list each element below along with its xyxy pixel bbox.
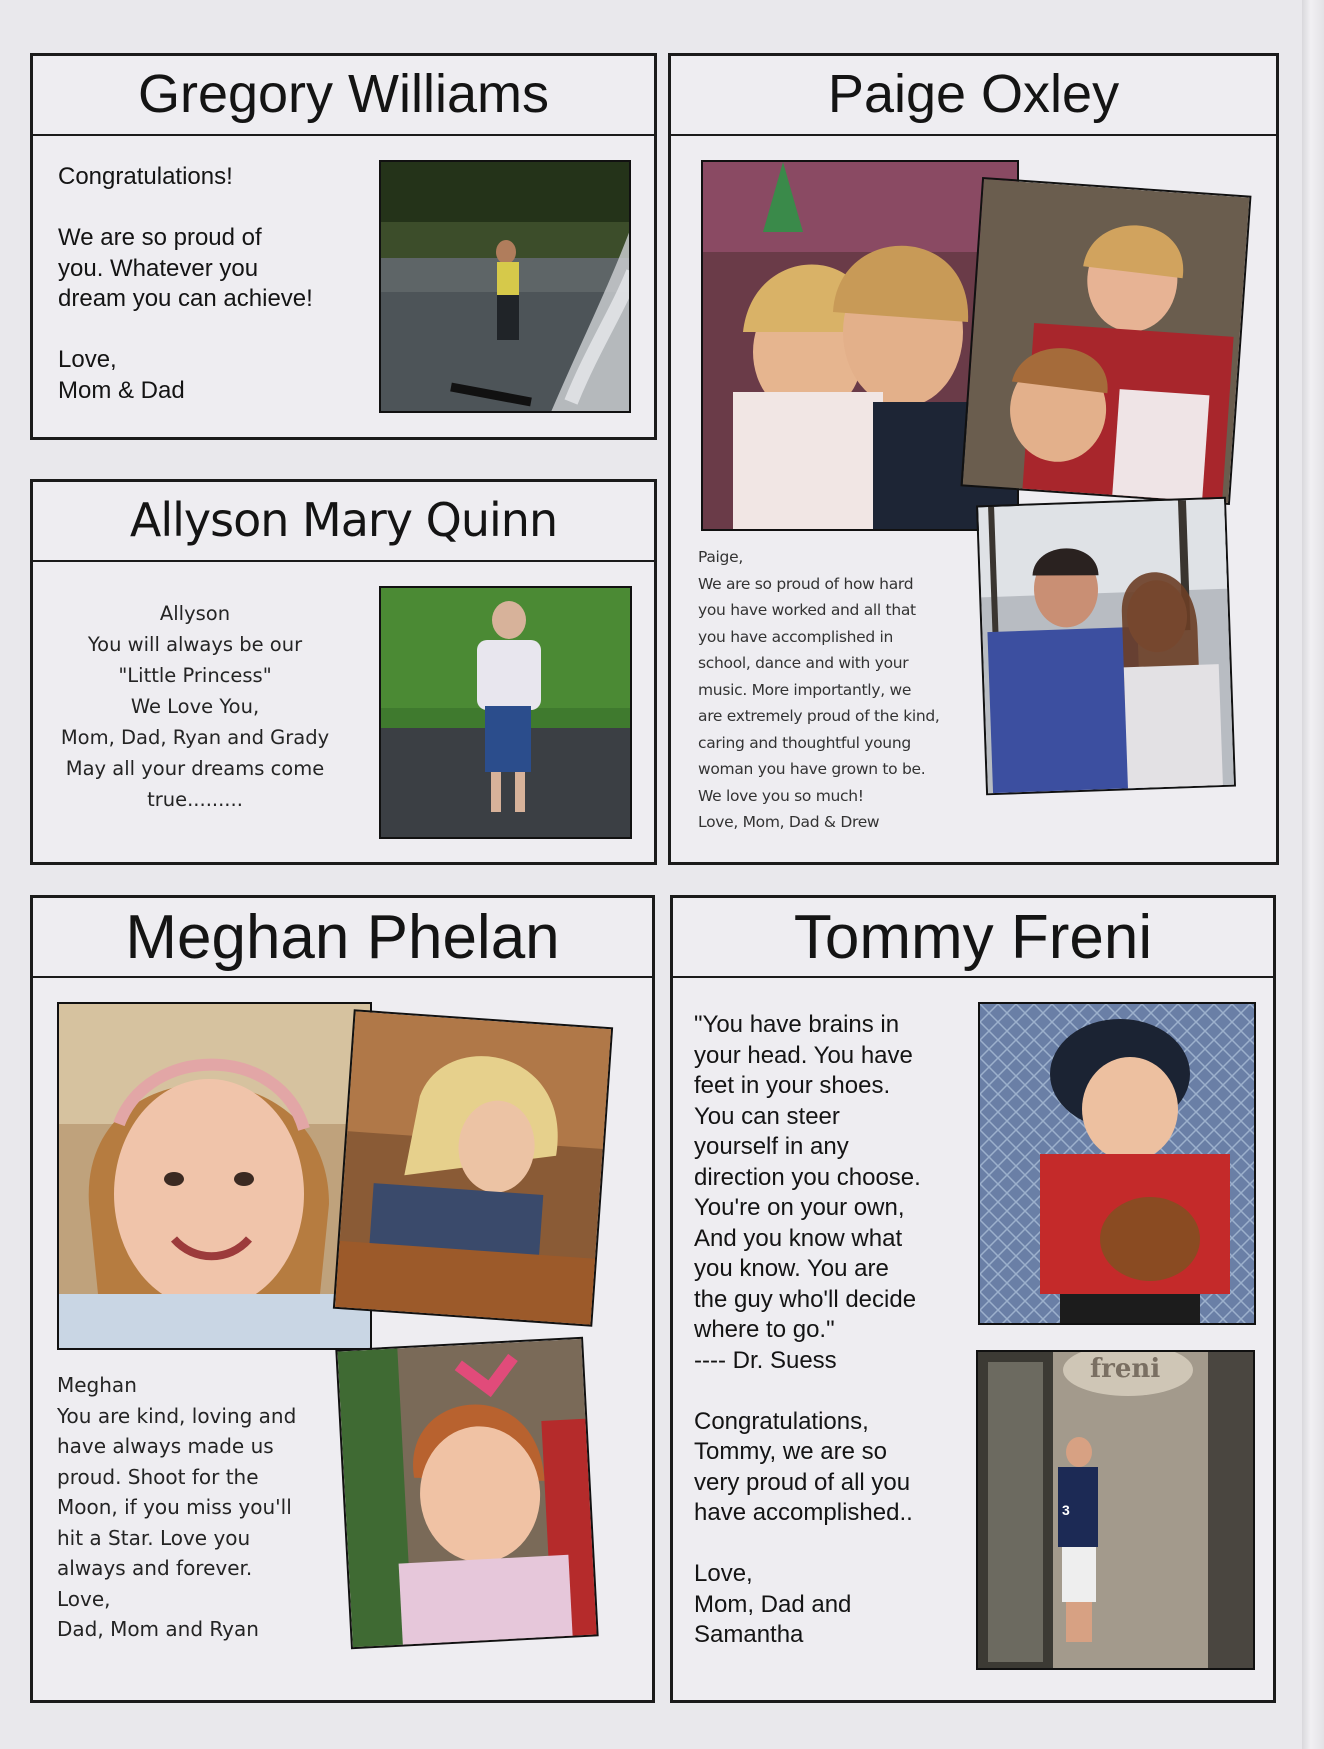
storefront-sign-text: freni <box>1090 1354 1161 1384</box>
panel-title: Allyson Mary Quinn <box>33 482 654 562</box>
panel-gregory-williams <box>30 53 657 440</box>
page-edge <box>1302 0 1324 1749</box>
photo-teen-in-leaves <box>333 1009 613 1326</box>
jersey-number: 3 <box>1062 1502 1070 1518</box>
photo-boy-baseball <box>978 1002 1256 1325</box>
panel-title: Tommy Freni <box>673 898 1273 978</box>
photo-boy-at-freni-storefront <box>976 1350 1255 1670</box>
photo-girl-with-bow <box>335 1337 598 1650</box>
panel-paige-oxley <box>668 53 1279 865</box>
panel-meghan-phelan <box>30 895 655 1703</box>
panel-title: Gregory Williams <box>33 56 654 136</box>
photo-girl-on-driveway <box>379 586 632 839</box>
photo-siblings-in-plaid <box>961 177 1252 505</box>
photo-young-girl-headband <box>57 1002 372 1350</box>
panel-title: Paige Oxley <box>671 56 1276 136</box>
panel-allyson-mary-quinn <box>30 479 657 865</box>
panel-title: Meghan Phelan <box>33 898 652 978</box>
panel-tommy-freni <box>670 895 1276 1703</box>
panel-message: "You have brains in your head. You have feet in your shoes. You can steer yourself in any direction you choose. You're on your own, And you know what you know. You are the guy who'll decide where to go." ---- Dr. Suess Congratulations, Tommy, we are so very proud of all you have accomplished.. Love, Mom, Dad and Samantha <box>694 1011 921 1648</box>
panel-message: Allyson You will always be our "Little Princess" We Love You, Mom, Dad, Ryan and Grady May all your dreams come true......... <box>60 602 330 811</box>
photo-water-skiing <box>379 160 631 413</box>
panel-message: Congratulations! We are so proud of you. Whatever you dream you can achieve! Love, Mom & Dad <box>58 163 313 404</box>
panel-message: Paige, We are so proud of how hard you have worked and all that you have accomplished in school, dance and with your music. More importantly, we are extremely proud of the kind, caring and thoughtful young woman you have grown to be. We love you so much! Love, Mom, Dad & Drew <box>698 548 940 831</box>
photo-dad-and-daughter <box>976 497 1236 796</box>
panel-message: Meghan You are kind, loving and have always made us proud. Shoot for the Moon, if you miss you'll hit a Star. Love you always and forever. Love, Dad, Mom and Ryan <box>57 1373 297 1641</box>
